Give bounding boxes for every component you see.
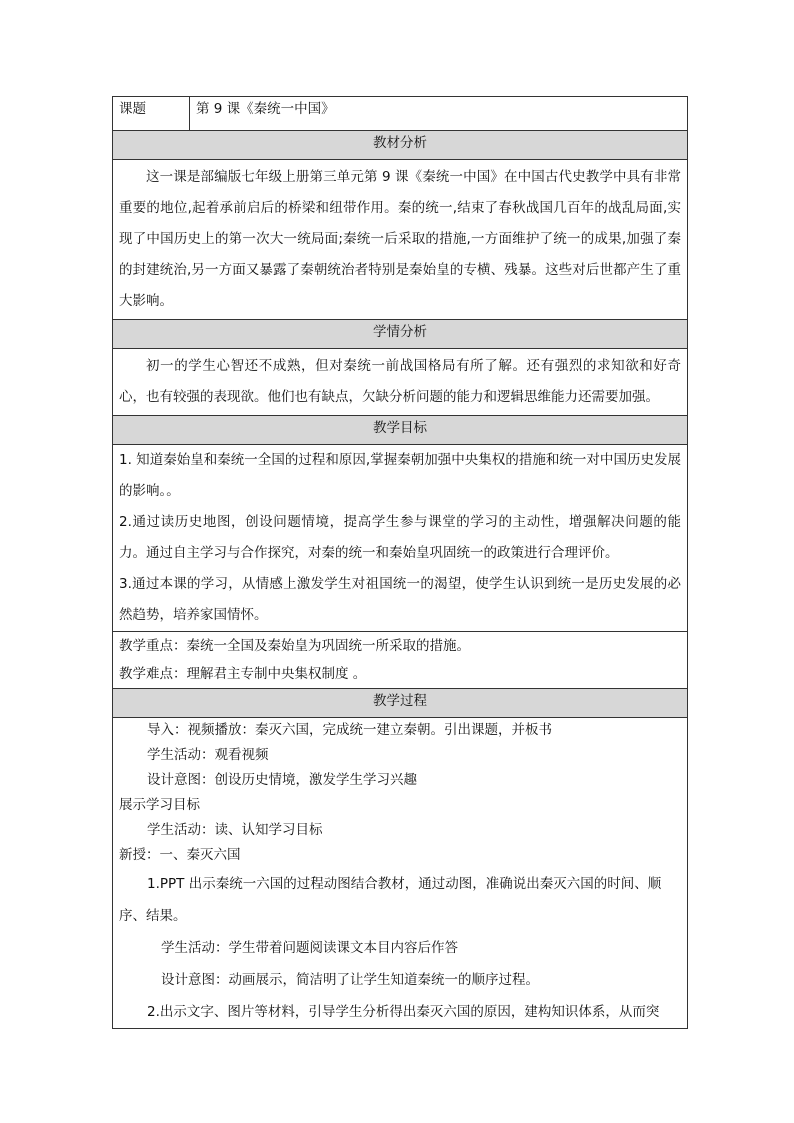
lesson-label: 课题 [113, 97, 190, 131]
process-line: 新授：一、秦灭六国 [119, 847, 241, 863]
goal-item: 1. 知道秦始皇和秦统一全国的过程和原因,掌握秦朝加强中央集权的措施和统一对中国历史发展的影响。。 [119, 452, 681, 499]
process-line: 1.PPT 出示秦统一六国的过程动图结合教材，通过动图，准确说出秦灭六国的时间、顺序、结果。 [119, 876, 662, 924]
process-line: 设计意图：创设历史情境，激发学生学习兴趣 [147, 772, 417, 788]
lesson-plan-table [112, 96, 688, 1029]
teaching-difficulty: 教学难点：理解君主专制中央集权制度 。 [119, 666, 367, 682]
students-heading: 学情分析 [113, 320, 688, 349]
process-line: 导入：视频播放：秦灭六国，完成统一建立秦朝。引出课题，并板书 [147, 722, 552, 738]
process-line: 学生活动：观看视频 [147, 747, 269, 763]
goals-cell [113, 445, 688, 632]
process-line: 设计意图：动画展示，简洁明了让学生知道秦统一的顺序过程。 [161, 972, 539, 988]
process-heading: 教学过程 [113, 689, 688, 718]
teaching-focus: 教学重点：秦统一全国及秦始皇为巩固统一所采取的措施。 [119, 638, 470, 654]
process-cell [113, 718, 688, 1029]
goals-heading: 教学目标 [113, 416, 688, 445]
students-cell [113, 349, 688, 416]
material-text: 这一课是部编版七年级上册第三单元第 9 课《秦统一中国》在中国古代史教学中具有非常重要的地位,起着承前启后的桥梁和纽带作用。秦的统一,结束了春秋战国几百年的战乱局面,实现了中国历史上的第一次大一统局面;秦统一后采取的措施,一方面维护了统一的成果,加强了秦的封建统治,另一方面又暴露了秦朝统治者特别是秦始皇的专横、残暴。这些对后世都产生了重大影响。 [119, 169, 681, 309]
lesson-title: 第 9 课《秦统一中国》 [190, 97, 688, 131]
goal-item: 2.通过读历史地图，创设问题情境，提高学生参与课堂的学习的主动性，增强解决问题的能力。通过自主学习与合作探究，对秦的统一和秦始皇巩固统一的政策进行合理评价。 [119, 514, 681, 561]
process-line: 学生活动：读、认知学习目标 [147, 822, 323, 838]
process-line: 展示学习目标 [119, 797, 200, 813]
process-line: 2.出示文字、图片等材料，引导学生分析得出秦灭六国的原因，建构知识体系，从而突 [147, 1004, 660, 1020]
students-text: 初一的学生心智还不成熟，但对秦统一前战国格局有所了解。还有强烈的求知欲和好奇心，也有较强的表现欲。他们也有缺点，欠缺分析问题的能力和逻辑思维能力还需要加强。 [119, 358, 681, 405]
material-heading: 教材分析 [113, 131, 688, 160]
material-cell [113, 160, 688, 320]
process-line: 学生活动：学生带着问题阅读课文本目内容后作答 [161, 940, 458, 956]
goal-item: 3.通过本课的学习，从情感上激发学生对祖国统一的渴望，使学生认识到统一是历史发展的必然趋势，培养家国情怀。 [119, 576, 681, 623]
keys-cell [113, 632, 688, 689]
